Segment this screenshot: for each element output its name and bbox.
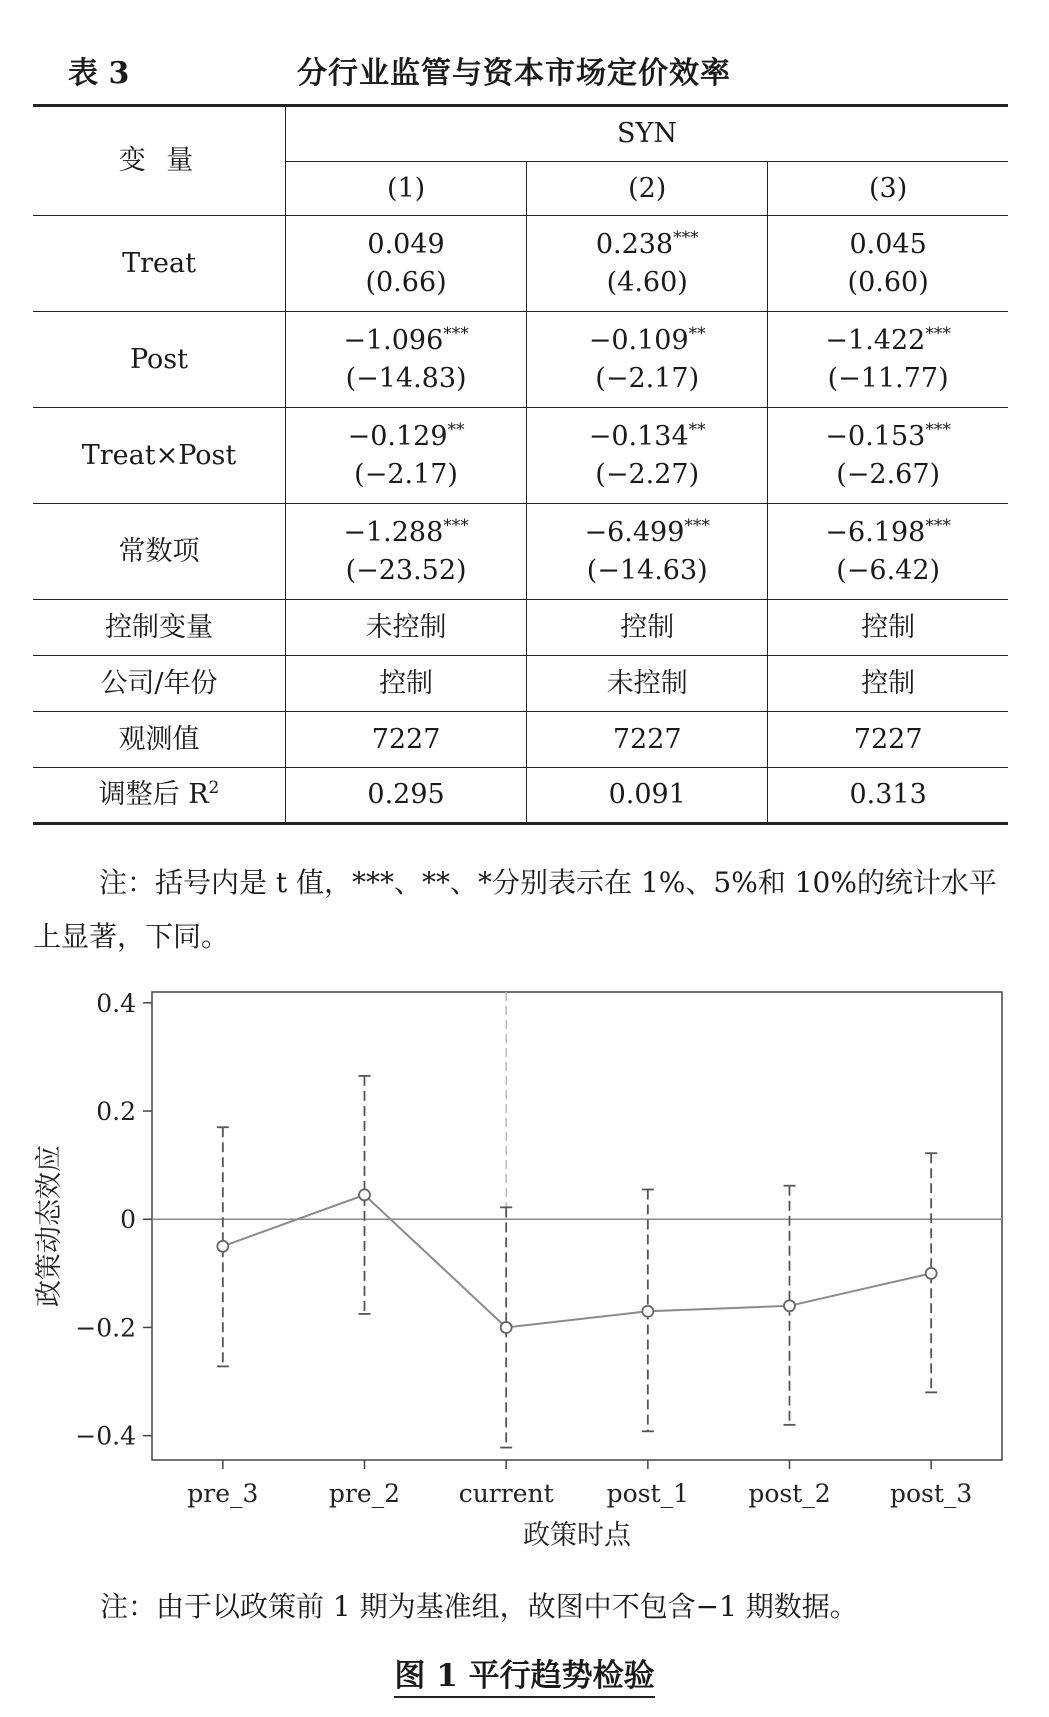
t-value: (−2.17) bbox=[354, 458, 458, 490]
t-value: (−2.27) bbox=[595, 458, 700, 490]
table-row bbox=[33, 656, 1008, 712]
table-cell: 控制 bbox=[527, 600, 768, 656]
row-label: Post bbox=[33, 312, 286, 408]
coef-value: −1.096 bbox=[343, 324, 444, 356]
coef-value: −0.153 bbox=[825, 420, 926, 452]
t-value: (−2.67) bbox=[836, 458, 941, 490]
coef-cell bbox=[527, 312, 768, 408]
column-header: (1) bbox=[286, 162, 527, 216]
y-tick-label: −0.2 bbox=[75, 1313, 136, 1343]
coef-value: 0.238 bbox=[595, 228, 674, 260]
coef-cell bbox=[286, 216, 527, 312]
coef-value: −6.499 bbox=[584, 516, 685, 548]
coef-cell bbox=[286, 504, 527, 600]
coef-cell bbox=[527, 408, 768, 504]
r2-superscript: 2 bbox=[208, 778, 220, 798]
x-tick-label: post_1 bbox=[606, 1479, 690, 1508]
row-label bbox=[33, 768, 286, 824]
estimate-point bbox=[784, 1300, 795, 1311]
coef-cell bbox=[768, 216, 1008, 312]
table-cell: 未控制 bbox=[527, 656, 768, 712]
t-value: (−11.77) bbox=[827, 362, 949, 394]
table-row bbox=[33, 216, 1008, 312]
significance-stars: *** bbox=[684, 515, 710, 536]
t-value: (0.66) bbox=[365, 266, 447, 298]
coef-value: −1.288 bbox=[343, 516, 444, 548]
significance-stars: *** bbox=[925, 323, 951, 344]
table-cell: 控制 bbox=[768, 656, 1008, 712]
table-row bbox=[33, 312, 1008, 408]
figure-caption-wrap bbox=[0, 1650, 1049, 1695]
estimate-line bbox=[223, 1195, 931, 1328]
t-value: (−2.17) bbox=[595, 362, 700, 394]
t-value: (−23.52) bbox=[345, 554, 467, 586]
significance-stars: *** bbox=[925, 419, 951, 440]
dependent-variable-header: SYN bbox=[286, 106, 1009, 162]
table-cell: 控制 bbox=[286, 656, 527, 712]
estimate-point bbox=[217, 1241, 228, 1252]
y-tick-label: 0.4 bbox=[96, 988, 136, 1018]
row-label: Treat bbox=[33, 216, 286, 312]
table-row bbox=[33, 408, 1008, 504]
significance-stars: *** bbox=[443, 515, 469, 536]
x-tick-label: pre_3 bbox=[187, 1479, 259, 1508]
coef-value: −0.129 bbox=[347, 420, 448, 452]
t-value: (0.60) bbox=[847, 266, 929, 298]
estimate-point bbox=[642, 1306, 653, 1317]
coef-value: 0.045 bbox=[849, 228, 927, 260]
coef-cell bbox=[768, 408, 1008, 504]
table-label: 表 3 bbox=[68, 56, 130, 91]
coef-cell bbox=[286, 312, 527, 408]
table-row bbox=[33, 600, 1008, 656]
r2-label: 调整后 R bbox=[98, 779, 209, 810]
estimate-point bbox=[501, 1322, 512, 1333]
coef-cell bbox=[768, 504, 1008, 600]
column-header: (3) bbox=[768, 162, 1008, 216]
estimate-point bbox=[926, 1268, 937, 1279]
table-cell: 控制 bbox=[768, 600, 1008, 656]
y-tick-label: 0 bbox=[120, 1205, 136, 1235]
coef-cell bbox=[768, 312, 1008, 408]
t-value: (−14.83) bbox=[345, 362, 467, 394]
table-row bbox=[33, 504, 1008, 600]
coef-value: 0.049 bbox=[367, 228, 445, 260]
table-cell: 0.313 bbox=[768, 768, 1008, 824]
row-label: 控制变量 bbox=[33, 600, 286, 656]
y-tick-label: 0.2 bbox=[96, 1097, 136, 1127]
coef-cell bbox=[527, 504, 768, 600]
table-header bbox=[68, 48, 1028, 92]
row-label: 公司/年份 bbox=[33, 656, 286, 712]
coef-cell bbox=[286, 408, 527, 504]
t-value: (4.60) bbox=[606, 266, 688, 298]
variable-header: 变 量 bbox=[33, 106, 286, 216]
table-title: 分行业监管与资本市场定价效率 bbox=[297, 56, 731, 91]
regression-table bbox=[33, 104, 1008, 825]
table-cell: 0.091 bbox=[527, 768, 768, 824]
x-tick-label: post_3 bbox=[889, 1479, 973, 1508]
significance-stars: ** bbox=[688, 419, 706, 440]
y-axis-title: 政策动态效应 bbox=[34, 1145, 65, 1307]
column-header: (2) bbox=[527, 162, 768, 216]
x-tick-label: post_2 bbox=[748, 1479, 831, 1508]
x-tick-label: pre_2 bbox=[328, 1479, 401, 1508]
significance-stars: *** bbox=[925, 515, 951, 536]
coef-cell bbox=[527, 216, 768, 312]
y-tick-label: −0.4 bbox=[75, 1421, 136, 1451]
x-tick-label: current bbox=[458, 1479, 554, 1508]
parallel-trend-chart bbox=[0, 975, 1049, 1555]
coef-value: −1.422 bbox=[825, 324, 926, 356]
table-cell: 0.295 bbox=[286, 768, 527, 824]
coef-value: −6.198 bbox=[825, 516, 926, 548]
figure-note: 注：由于以政策前 1 期为基准组，故图中不包含−1 期数据。 bbox=[100, 1590, 858, 1623]
t-value: (−6.42) bbox=[836, 554, 941, 586]
coef-value: −0.109 bbox=[588, 324, 689, 356]
significance-stars: ** bbox=[447, 419, 465, 440]
t-value: (−14.63) bbox=[586, 554, 708, 586]
x-axis-title: 政策时点 bbox=[523, 1520, 631, 1551]
table-note: 注：括号内是 t 值，***、**、*分别表示在 1%、5%和 10%的统计水平上显著，下同。 bbox=[33, 866, 997, 953]
estimate-point bbox=[359, 1189, 370, 1200]
table-row bbox=[33, 712, 1008, 768]
significance-stars: *** bbox=[443, 323, 469, 344]
table-cell: 未控制 bbox=[286, 600, 527, 656]
table-cell: 7227 bbox=[286, 712, 527, 768]
table-cell: 7227 bbox=[527, 712, 768, 768]
row-label: Treat×Post bbox=[33, 408, 286, 504]
significance-stars: *** bbox=[673, 227, 699, 248]
row-label: 观测值 bbox=[33, 712, 286, 768]
row-label: 常数项 bbox=[33, 504, 286, 600]
coef-value: −0.134 bbox=[588, 420, 689, 452]
table-cell: 7227 bbox=[768, 712, 1008, 768]
significance-stars: ** bbox=[688, 323, 706, 344]
figure-caption: 图 1 平行趋势检验 bbox=[394, 1658, 654, 1698]
table-row bbox=[33, 768, 1008, 824]
